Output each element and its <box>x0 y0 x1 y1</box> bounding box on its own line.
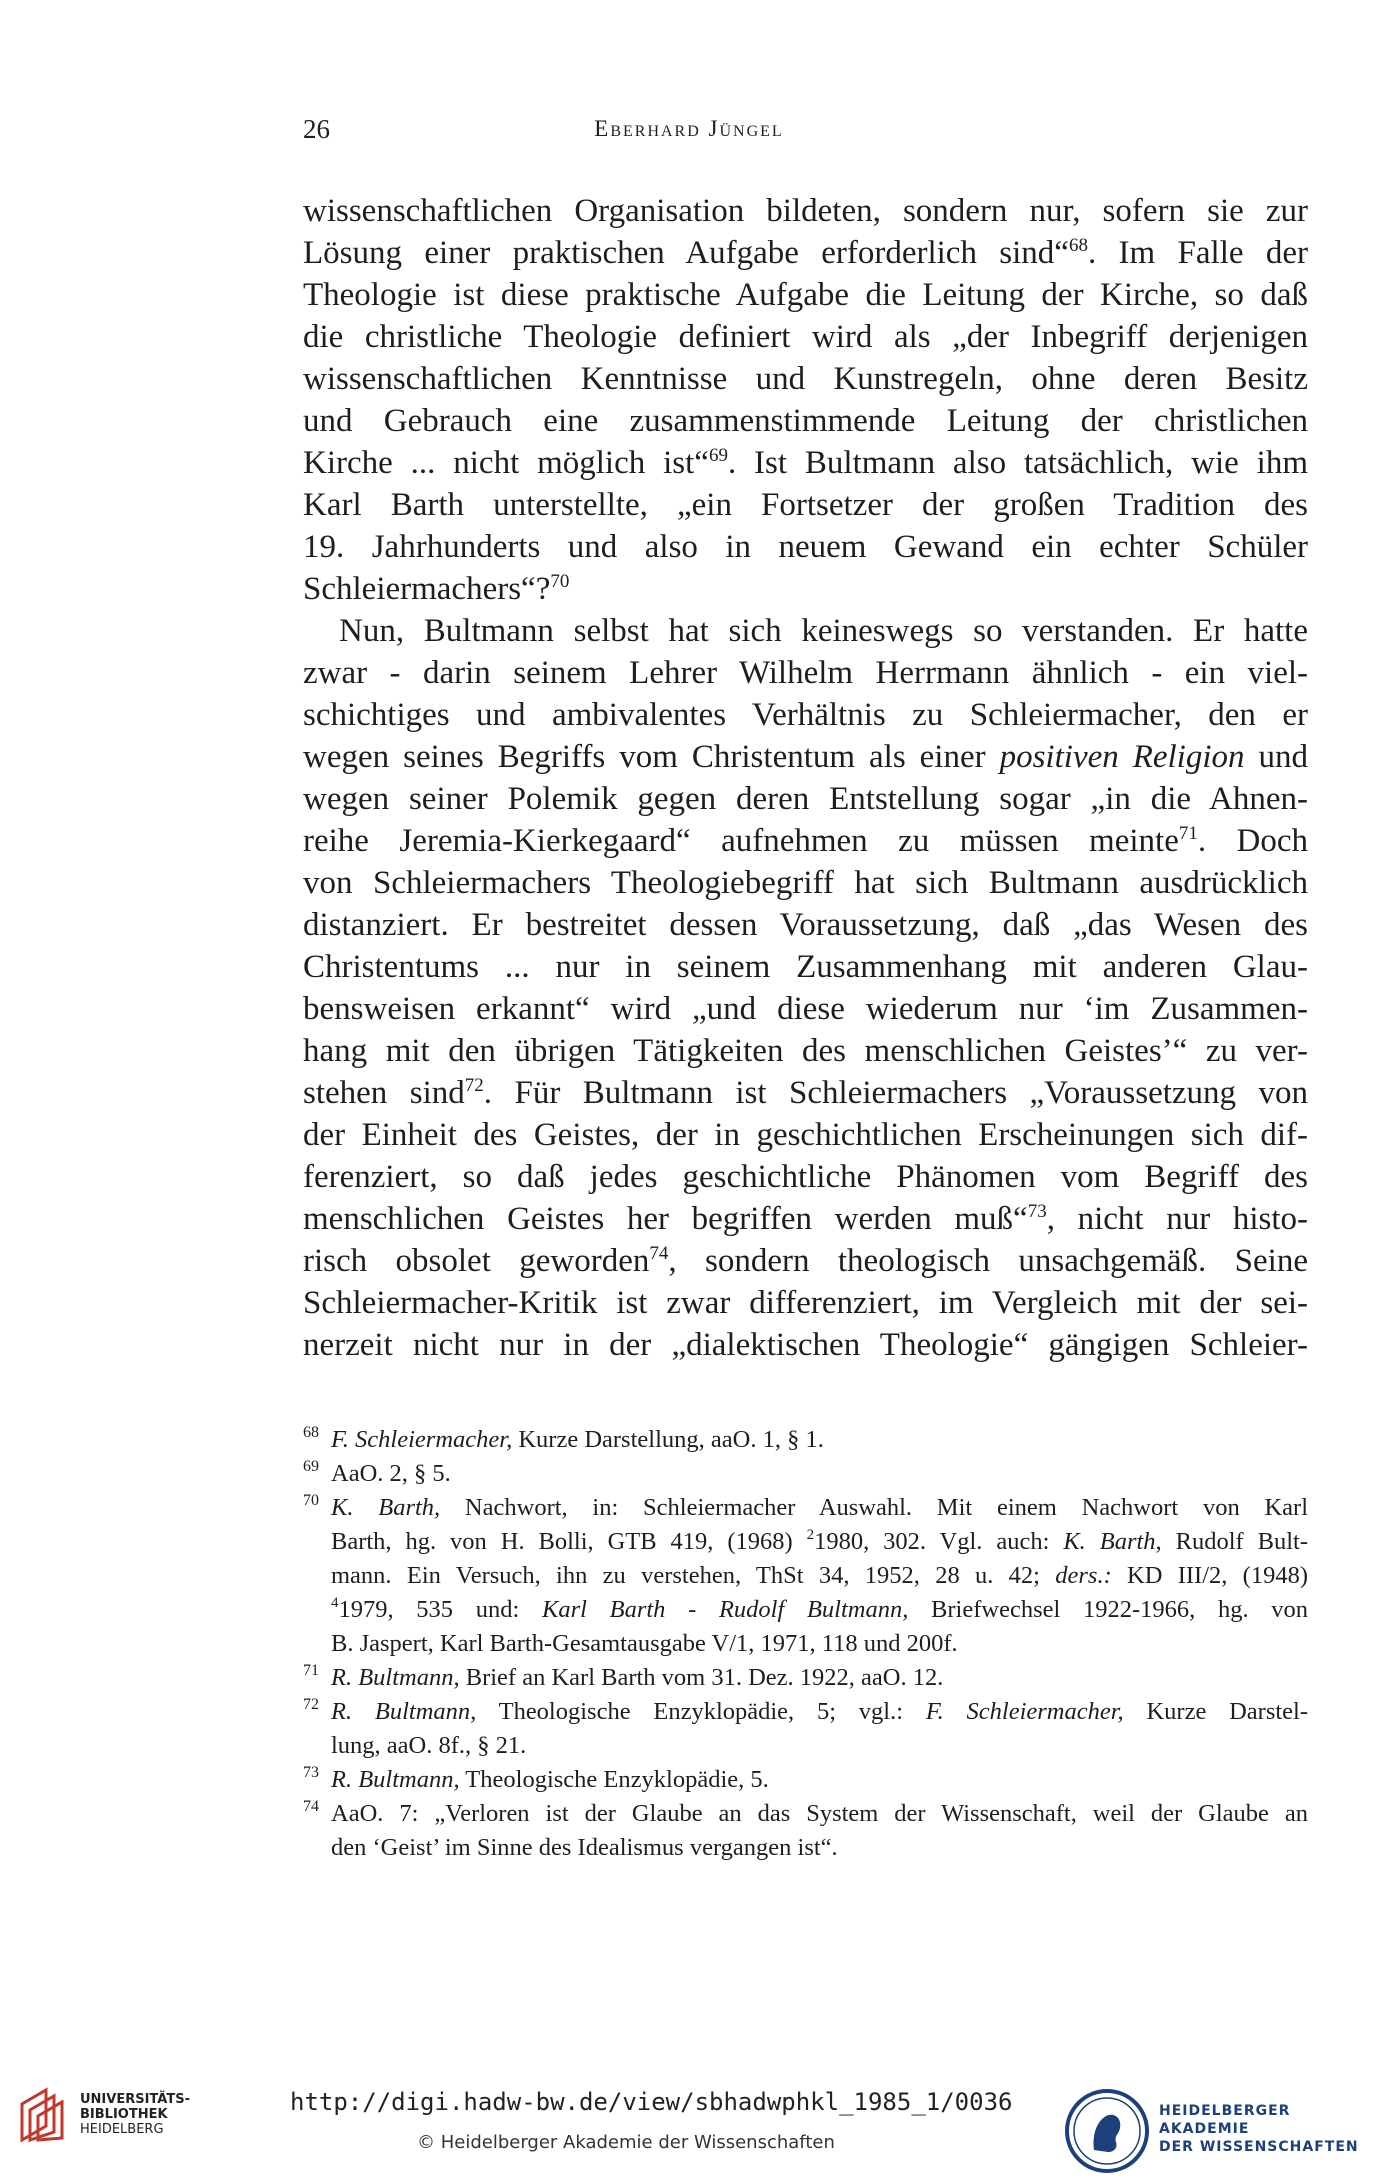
text-line <box>303 568 1308 610</box>
text-run: 1980, 302. Vgl. auch: <box>814 1528 1064 1555</box>
italic-text: R. Bultmann, <box>331 1766 460 1793</box>
text-run: reihe Jeremia-Kierkegaard“ aufnehmen zu müssen meinte <box>303 823 1179 859</box>
text-run: ferenziert, so daß jedes geschichtliche Phänomen vom Begriff des <box>303 1159 1308 1195</box>
text-run: von Schleiermachers Theologiebegriff hat sich Bultmann ausdrücklich <box>303 865 1308 901</box>
text-run: distanziert. Er bestreitet dessen Voraussetzung, daß „das Wesen des <box>303 907 1308 943</box>
text-run: B. Jaspert, Karl Barth-Gesamtausgabe V/1, 1971, 118 und 200f. <box>331 1630 958 1657</box>
text-run: die christliche Theologie definiert wird als „der Inbegriff derjenigen <box>303 319 1308 355</box>
text-run: , sondern theologisch unsachgemäß. Seine <box>668 1243 1308 1279</box>
text-run: Theologische Enzyklopädie, 5; vgl.: <box>476 1698 926 1725</box>
library-name-line1: UNIVERSITÄTS- <box>80 2092 190 2107</box>
text-line <box>303 232 1308 274</box>
ub-heidelberg-logo-icon <box>16 2086 72 2144</box>
text-run: Theologische Enzyklopädie, 5. <box>459 1766 769 1793</box>
text-line <box>303 946 1308 988</box>
text-line <box>303 1324 1308 1366</box>
text-run: Christentums ... nur in seinem Zusammenhang mit anderen Glau- <box>303 949 1308 985</box>
italic-text: R. Bultmann, <box>331 1664 460 1691</box>
footnote-reference: 69 <box>708 445 728 466</box>
text-run: und Gebrauch eine zusammenstimmende Leitung der christlichen <box>303 403 1308 439</box>
library-name <box>80 2092 190 2137</box>
italic-text: ders.: <box>1055 1562 1112 1589</box>
text-line <box>303 1282 1308 1324</box>
text-run: 19. Jahrhunderts und also in neuem Gewand ein echter Schüler <box>303 529 1308 565</box>
text-line <box>303 778 1308 820</box>
text-run: Kurze Darstellung, aaO. 1, § 1. <box>512 1426 824 1453</box>
text-run: Lösung einer praktischen Aufgabe erforderlich sind“ <box>303 235 1069 271</box>
academy-name-line2: DER WISSENSCHAFTEN <box>1159 2139 1359 2155</box>
text-line <box>303 400 1308 442</box>
text-run: . Für Bultmann ist Schleiermachers „Voraussetzung von <box>483 1075 1308 1111</box>
italic-text: Karl Barth - Rudolf Bultmann, <box>542 1596 909 1623</box>
running-head: Eberhard Jüngel <box>594 116 784 141</box>
text-line <box>303 694 1308 736</box>
text-run: AaO. 2, § 5. <box>331 1460 451 1487</box>
text-run: Schleiermachers“? <box>303 571 551 607</box>
footnote-line: 69 AaO. 2, § 5. <box>303 1458 451 1487</box>
footnote-line: 73 R. Bultmann, Theologische Enzyklopädie, 5. <box>303 1764 769 1793</box>
academy-name <box>1159 2102 1378 2156</box>
text-run: und <box>1244 739 1308 775</box>
text-line <box>303 1114 1308 1156</box>
text-run: . Ist Bultmann also tatsächlich, wie ihm <box>727 445 1308 481</box>
text-run: Briefwechsel 1922-1966, hg. von <box>908 1596 1308 1623</box>
text-line <box>303 1198 1308 1240</box>
text-run: , nicht nur histo- <box>1046 1201 1308 1237</box>
text-run: Theologie ist diese praktische Aufgabe die Leitung der Kirche, so daß <box>303 277 1308 313</box>
copyright-notice: © Heidelberger Akademie der Wissenschaften <box>417 2132 835 2153</box>
text-run: Brief an Karl Barth vom 31. Dez. 1922, aaO. 12. <box>459 1664 944 1691</box>
text-run: wegen seiner Polemik gegen deren Entstellung sogar „in die Ahnen- <box>303 781 1308 817</box>
footer <box>0 2082 1378 2179</box>
body-text <box>303 190 1308 1366</box>
library-name-line3: HEIDELBERG <box>80 2122 164 2137</box>
text-line <box>303 610 1308 652</box>
text-run: . Im Falle der <box>1087 235 1308 271</box>
page-number: 26 <box>303 114 330 144</box>
library-name-line2: BIBLIOTHEK <box>80 2107 168 2122</box>
text-line <box>303 526 1308 568</box>
text-run: Nachwort, in: Schleiermacher Auswahl. Mit einem Nachwort von Karl <box>440 1494 1308 1521</box>
text-run: schichtiges und ambivalentes Verhältnis zu Schleiermacher, den er <box>303 697 1308 733</box>
text-line <box>303 1030 1308 1072</box>
permalink-url[interactable]: http://digi.hadw-bw.de/view/sbhadwphkl_1985_1/0036 <box>290 2088 1013 2116</box>
italic-text: K. Barth, <box>331 1494 441 1521</box>
italic-text: K. Barth, <box>1063 1528 1162 1555</box>
footnote-line <box>303 1559 1308 1593</box>
text-run: Karl Barth unterstellte, „ein Fortsetzer der großen Tradition des <box>303 487 1308 523</box>
footnote-line <box>303 1831 1308 1865</box>
text-run: . Doch <box>1197 823 1308 859</box>
text-run: Kirche ... nicht möglich ist“ <box>303 445 709 481</box>
footnote-line: 68 F. Schleiermacher, Kurze Darstellung, aaO. 1, § 1. <box>303 1424 824 1453</box>
text-run: wissenschaftlichen Organisation bildeten, sondern nur, sofern sie zur <box>303 193 1308 229</box>
text-run: Kurze Darstel- <box>1123 1698 1308 1725</box>
text-run: Barth, hg. von H. Bolli, GTB 419, (1968) <box>331 1528 807 1555</box>
text-run: risch obsolet geworden <box>303 1243 650 1279</box>
footnote-line <box>303 1627 1308 1661</box>
footnote-reference: 74 <box>649 1243 669 1264</box>
footnote-line <box>303 1593 1308 1627</box>
text-line <box>303 862 1308 904</box>
footnote-reference: 72 <box>464 1075 484 1096</box>
footnote-line: 72 R. Bultmann, Theologische Enzyklopädie, 5; vgl.: F. Schleiermacher, Kurze Darstel- <box>303 1696 1308 1725</box>
text-run: lung, aaO. 8f., § 21. <box>331 1732 527 1759</box>
academy-seal-icon <box>1064 2088 1150 2174</box>
text-line <box>303 316 1308 358</box>
italic-text: R. Bultmann, <box>331 1698 477 1725</box>
text-run: KD III/2, (1948) <box>1111 1562 1308 1589</box>
footnote-reference: 70 <box>550 571 570 592</box>
footnote-line: 70 K. Barth, Nachwort, in: Schleiermacher Auswahl. Mit einem Nachwort von Karl <box>303 1492 1308 1521</box>
text-line <box>303 190 1308 232</box>
text-run: der Einheit des Geistes, der in geschichtlichen Erscheinungen sich dif- <box>303 1117 1308 1153</box>
text-line <box>303 1240 1308 1282</box>
italic-text: F. Schleiermacher, <box>925 1698 1124 1725</box>
text-run: den ‘Geist’ im Sinne des Idealismus vergangen ist“. <box>331 1834 838 1861</box>
text-line <box>303 988 1308 1030</box>
edition-superscript: 2 <box>806 1527 815 1543</box>
text-run: wissenschaftlichen Kenntnisse und Kunstregeln, ohne deren Besitz <box>303 361 1308 397</box>
academy-name-line1: HEIDELBERGER AKADEMIE <box>1159 2103 1291 2137</box>
text-line <box>303 1072 1308 1114</box>
footnote-line: 74 AaO. 7: „Verloren ist der Glaube an das System der Wissenschaft, weil der Glaube an <box>303 1798 1308 1827</box>
text-line <box>303 652 1308 694</box>
text-line <box>303 1156 1308 1198</box>
text-line <box>303 274 1308 316</box>
text-line <box>303 736 1308 778</box>
text-run: zwar - darin seinem Lehrer Wilhelm Herrmann ähnlich - ein viel- <box>303 655 1308 691</box>
footnotes <box>303 1423 1308 1865</box>
text-line <box>303 442 1308 484</box>
italic-text: positiven Religion <box>999 739 1245 775</box>
text-run: nerzeit nicht nur in der „dialektischen Theologie“ gängigen Schleier- <box>303 1327 1308 1363</box>
footnote-reference: 73 <box>1027 1201 1047 1222</box>
text-run: Schleiermacher-Kritik ist zwar differenziert, im Vergleich mit der sei- <box>303 1285 1308 1321</box>
footnote-line <box>303 1525 1308 1559</box>
text-run: mann. Ein Versuch, ihn zu verstehen, ThSt 34, 1952, 28 u. 42; <box>331 1562 1056 1589</box>
text-run: Rudolf Bult- <box>1161 1528 1308 1555</box>
text-line <box>303 820 1308 862</box>
text-run: menschlichen Geistes her begriffen werden muß“ <box>303 1201 1028 1237</box>
text-run: stehen sind <box>303 1075 465 1111</box>
footnote-reference: 68 <box>1068 235 1088 256</box>
footnote-line: 71 R. Bultmann, Brief an Karl Barth vom 31. Dez. 1922, aaO. 12. <box>303 1662 944 1691</box>
text-run: Nun, Bultmann selbst hat sich keineswegs so verstanden. Er hatte <box>339 613 1308 649</box>
edition-superscript: 4 <box>331 1595 339 1611</box>
text-run: 1979, 535 und: <box>338 1596 542 1623</box>
text-run: AaO. 7: „Verloren ist der Glaube an das System der Wissenschaft, weil der Glaube an <box>331 1800 1308 1827</box>
footnote-line <box>303 1729 1308 1763</box>
footnote-reference: 71 <box>1178 823 1198 844</box>
text-line <box>303 484 1308 526</box>
text-line <box>303 358 1308 400</box>
italic-text: F. Schleiermacher, <box>331 1426 513 1453</box>
text-run: hang mit den übrigen Tätigkeiten des menschlichen Geistes’“ zu ver- <box>303 1033 1308 1069</box>
text-line <box>303 904 1308 946</box>
text-run: bensweisen erkannt“ wird „und diese wiederum nur ‘im Zusammen- <box>303 991 1308 1027</box>
text-run: wegen seines Begriffs vom Christentum als einer <box>303 739 1000 775</box>
